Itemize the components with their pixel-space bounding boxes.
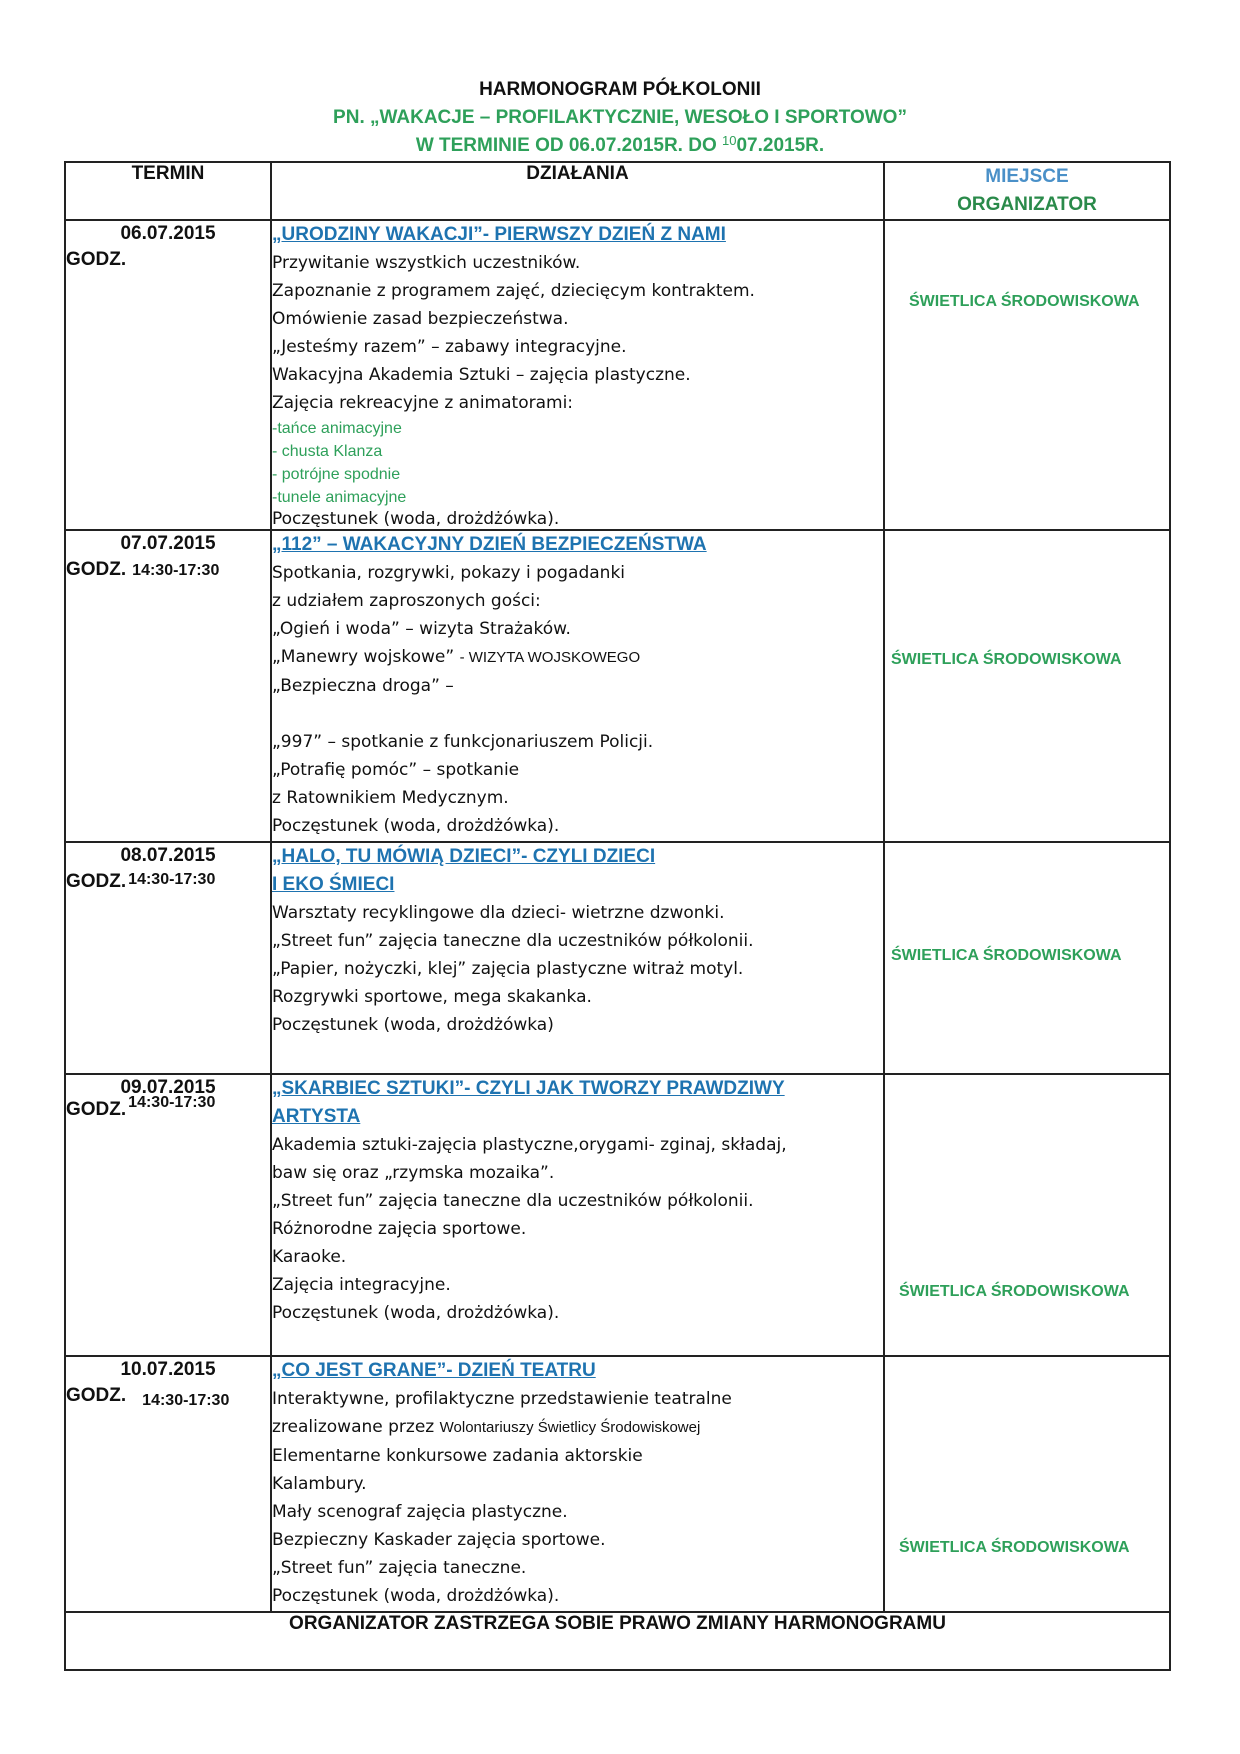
day-time: 14:30-17:30 [128,871,216,888]
activity-line: z Ratownikiem Medycznym. [272,788,509,808]
godz-label: GODZ. [66,249,127,270]
activity-line-empty [272,700,883,728]
schedule-table [64,161,1171,1671]
header-row [65,162,1170,220]
day-time: 14:30-17:30 [128,1094,216,1111]
activity-line: Karaoke. [272,1247,347,1267]
footer-row [65,1612,1170,1670]
document-header [0,76,1240,160]
day-hours [66,869,270,896]
activity-line: Zajęcia rekreacyjne z animatorami: [272,393,574,413]
day-title: „HALO, TU MÓWIĄ DZIECI”- CZYLI DZIECI [272,846,656,867]
activity-line: z udziałem zaproszonych gości: [272,591,541,611]
footer-note: ORGANIZATOR ZASTRZEGA SOBIE PRAWO ZMIANY HARMONOGRAMU [65,1612,1170,1670]
col-header-termin: TERMIN [65,162,271,220]
activity-line: Poczęstunek (woda, drożdżówka). [272,509,560,529]
activities-cell [271,220,884,530]
activity-line: Omówienie zasad bezpieczeństwa. [272,309,569,329]
activity-line: Zapoznanie z programem zajęć, dziecięcym kontraktem. [272,281,755,301]
activity-main: „Manewry wojskowe” [272,647,460,667]
place-label: ŚWIETLICA ŚRODOWISKOWA [891,947,1122,964]
day-date: 09.07.2015 [120,1077,216,1098]
activity-line: Poczęstunek (woda, drożdżówka). [272,816,560,836]
date-cell [65,1356,271,1612]
day-title: „SKARBIEC SZTUKI”- CZYLI JAK TWORZY PRAWDZIWY [272,1078,785,1099]
table-row [65,530,1170,842]
place-cell [884,220,1170,530]
activity-line: Zajęcia integracyjne. [272,1275,451,1295]
activity-line: Wakacyjna Akademia Sztuki – zajęcia plastyczne. [272,365,691,385]
activity-line: „Street fun” zajęcia taneczne. [272,1558,527,1578]
sub-activity: - potrójne spodnie [272,466,401,483]
table-row [65,842,1170,1074]
activity-note: - WIZYTA WOJSKOWEGO [459,649,641,666]
place-label: ŚWIETLICA ŚRODOWISKOWA [899,1539,1130,1556]
place-label: ŚWIETLICA ŚRODOWISKOWA [899,1283,1130,1300]
table-row [65,1074,1170,1356]
term-prefix: W TERMINIE OD 06.07.2015R. DO [415,135,723,156]
document-title: HARMONOGRAM PÓŁKOLONII [479,79,761,100]
activity-line: Akademia sztuki-zajęcia plastyczne,orygami- zginaj, składaj, [272,1135,787,1155]
day-date: 08.07.2015 [120,845,216,866]
table-row [65,1356,1170,1612]
day-hours [66,1383,270,1410]
activity-line: Rozgrywki sportowe, mega skakanka. [272,987,592,1007]
activity-line: „Potrafię pomóc” – spotkanie [272,760,520,780]
activity-line: Bezpieczny Kaskader zajęcia sportowe. [272,1530,606,1550]
sub-activity: -tańce animacyjne [272,420,402,437]
day-hours [66,1094,270,1124]
place-label: ŚWIETLICA ŚRODOWISKOWA [909,293,1140,310]
day-title: „CO JEST GRANE”- DZIEŃ TEATRU [272,1360,596,1381]
godz-label: GODZ. [66,1099,127,1120]
activity-line: Elementarne konkursowe zadania aktorskie [272,1446,643,1466]
date-cell [65,220,271,530]
activity-line: Poczęstunek (woda, drożdżówka). [272,1586,560,1606]
date-cell [65,530,271,842]
document-term [0,132,1240,160]
sub-activity: - chusta Klanza [272,443,383,460]
godz-label: GODZ. [66,871,127,892]
activities-cell [271,530,884,842]
activity-line: Przywitanie wszystkich uczestników. [272,253,581,273]
date-cell [65,842,271,1074]
col-header-organizator-label: ORGANIZATOR [957,194,1097,215]
day-hours [66,557,270,584]
document-subtitle: PN. „WAKACJE – PROFILAKTYCZNIE, WESOŁO I SPORTOWO” [333,107,907,128]
activity-line: Kalambury. [272,1474,367,1494]
day-time: 14:30-17:30 [142,1392,230,1409]
day-hours [66,247,270,273]
day-title-continued: ARTYSTA [272,1106,361,1127]
activity-line: baw się oraz „rzymska mozaika”. [272,1163,555,1183]
activities-cell [271,842,884,1074]
day-date: 06.07.2015 [120,223,216,244]
activity-line: „Papier, nożyczki, klej” zajęcia plastyczne witraż motyl. [272,959,744,979]
activity-line: „Street fun” zajęcia taneczne dla uczestników półkolonii. [272,1191,754,1211]
place-cell [884,530,1170,842]
day-date: 10.07.2015 [120,1359,216,1380]
godz-label: GODZ. [66,559,127,580]
activity-line [272,643,883,672]
day-title: „URODZINY WAKACJI”- PIERWSZY DZIEŃ Z NAMI [272,224,726,245]
activity-line: „Jesteśmy razem” – zabawy integracyjne. [272,337,627,357]
activity-line: Spotkania, rozgrywki, pokazy i pogadanki [272,563,626,583]
activity-line: Różnorodne zajęcia sportowe. [272,1219,527,1239]
activity-line [272,1413,883,1442]
activities-cell [271,1356,884,1612]
date-cell [65,1074,271,1356]
col-header-miejsce [884,162,1170,220]
col-header-miejsce-label: MIEJSCE [985,166,1069,187]
activity-line: Interaktywne, profilaktyczne przedstawienie teatralne [272,1389,732,1409]
day-time: 14:30-17:30 [132,562,220,579]
place-cell [884,1356,1170,1612]
activity-line: Warsztaty recyklingowe dla dzieci- wietrzne dzwonki. [272,903,725,923]
activities-cell [271,1074,884,1356]
col-header-dzialania: DZIAŁANIA [271,162,884,220]
term-superscript: 10 [722,133,737,148]
activity-note: Wolontariuszy Świetlicy Środowiskowej [439,1419,701,1436]
activity-line: „Ogień i woda” – wizyta Strażaków. [272,619,571,639]
godz-label: GODZ. [66,1385,127,1406]
activity-line: Poczęstunek (woda, drożdżówka). [272,1303,560,1323]
place-label: ŚWIETLICA ŚRODOWISKOWA [891,651,1122,668]
table-row [65,220,1170,530]
day-title: „112” – WAKACYJNY DZIEŃ BEZPIECZEŃSTWA [272,534,707,555]
activity-line: Poczęstunek (woda, drożdżówka) [272,1015,554,1035]
place-cell [884,842,1170,1074]
activity-line: „Street fun” zajęcia taneczne dla uczestników półkolonii. [272,931,754,951]
activity-line: „997” – spotkanie z funkcjonariuszem Policji. [272,732,654,752]
place-cell [884,1074,1170,1356]
day-title-continued: I EKO ŚMIECI [272,874,395,895]
term-suffix: 07.2015R. [736,135,825,156]
activity-main: zrealizowane przez [272,1417,440,1437]
sub-activity: -tunele animacyjne [272,489,407,506]
activity-line: „Bezpieczna droga” – [272,676,454,696]
activity-line: Mały scenograf zajęcia plastyczne. [272,1502,568,1522]
day-date: 07.07.2015 [120,533,216,554]
